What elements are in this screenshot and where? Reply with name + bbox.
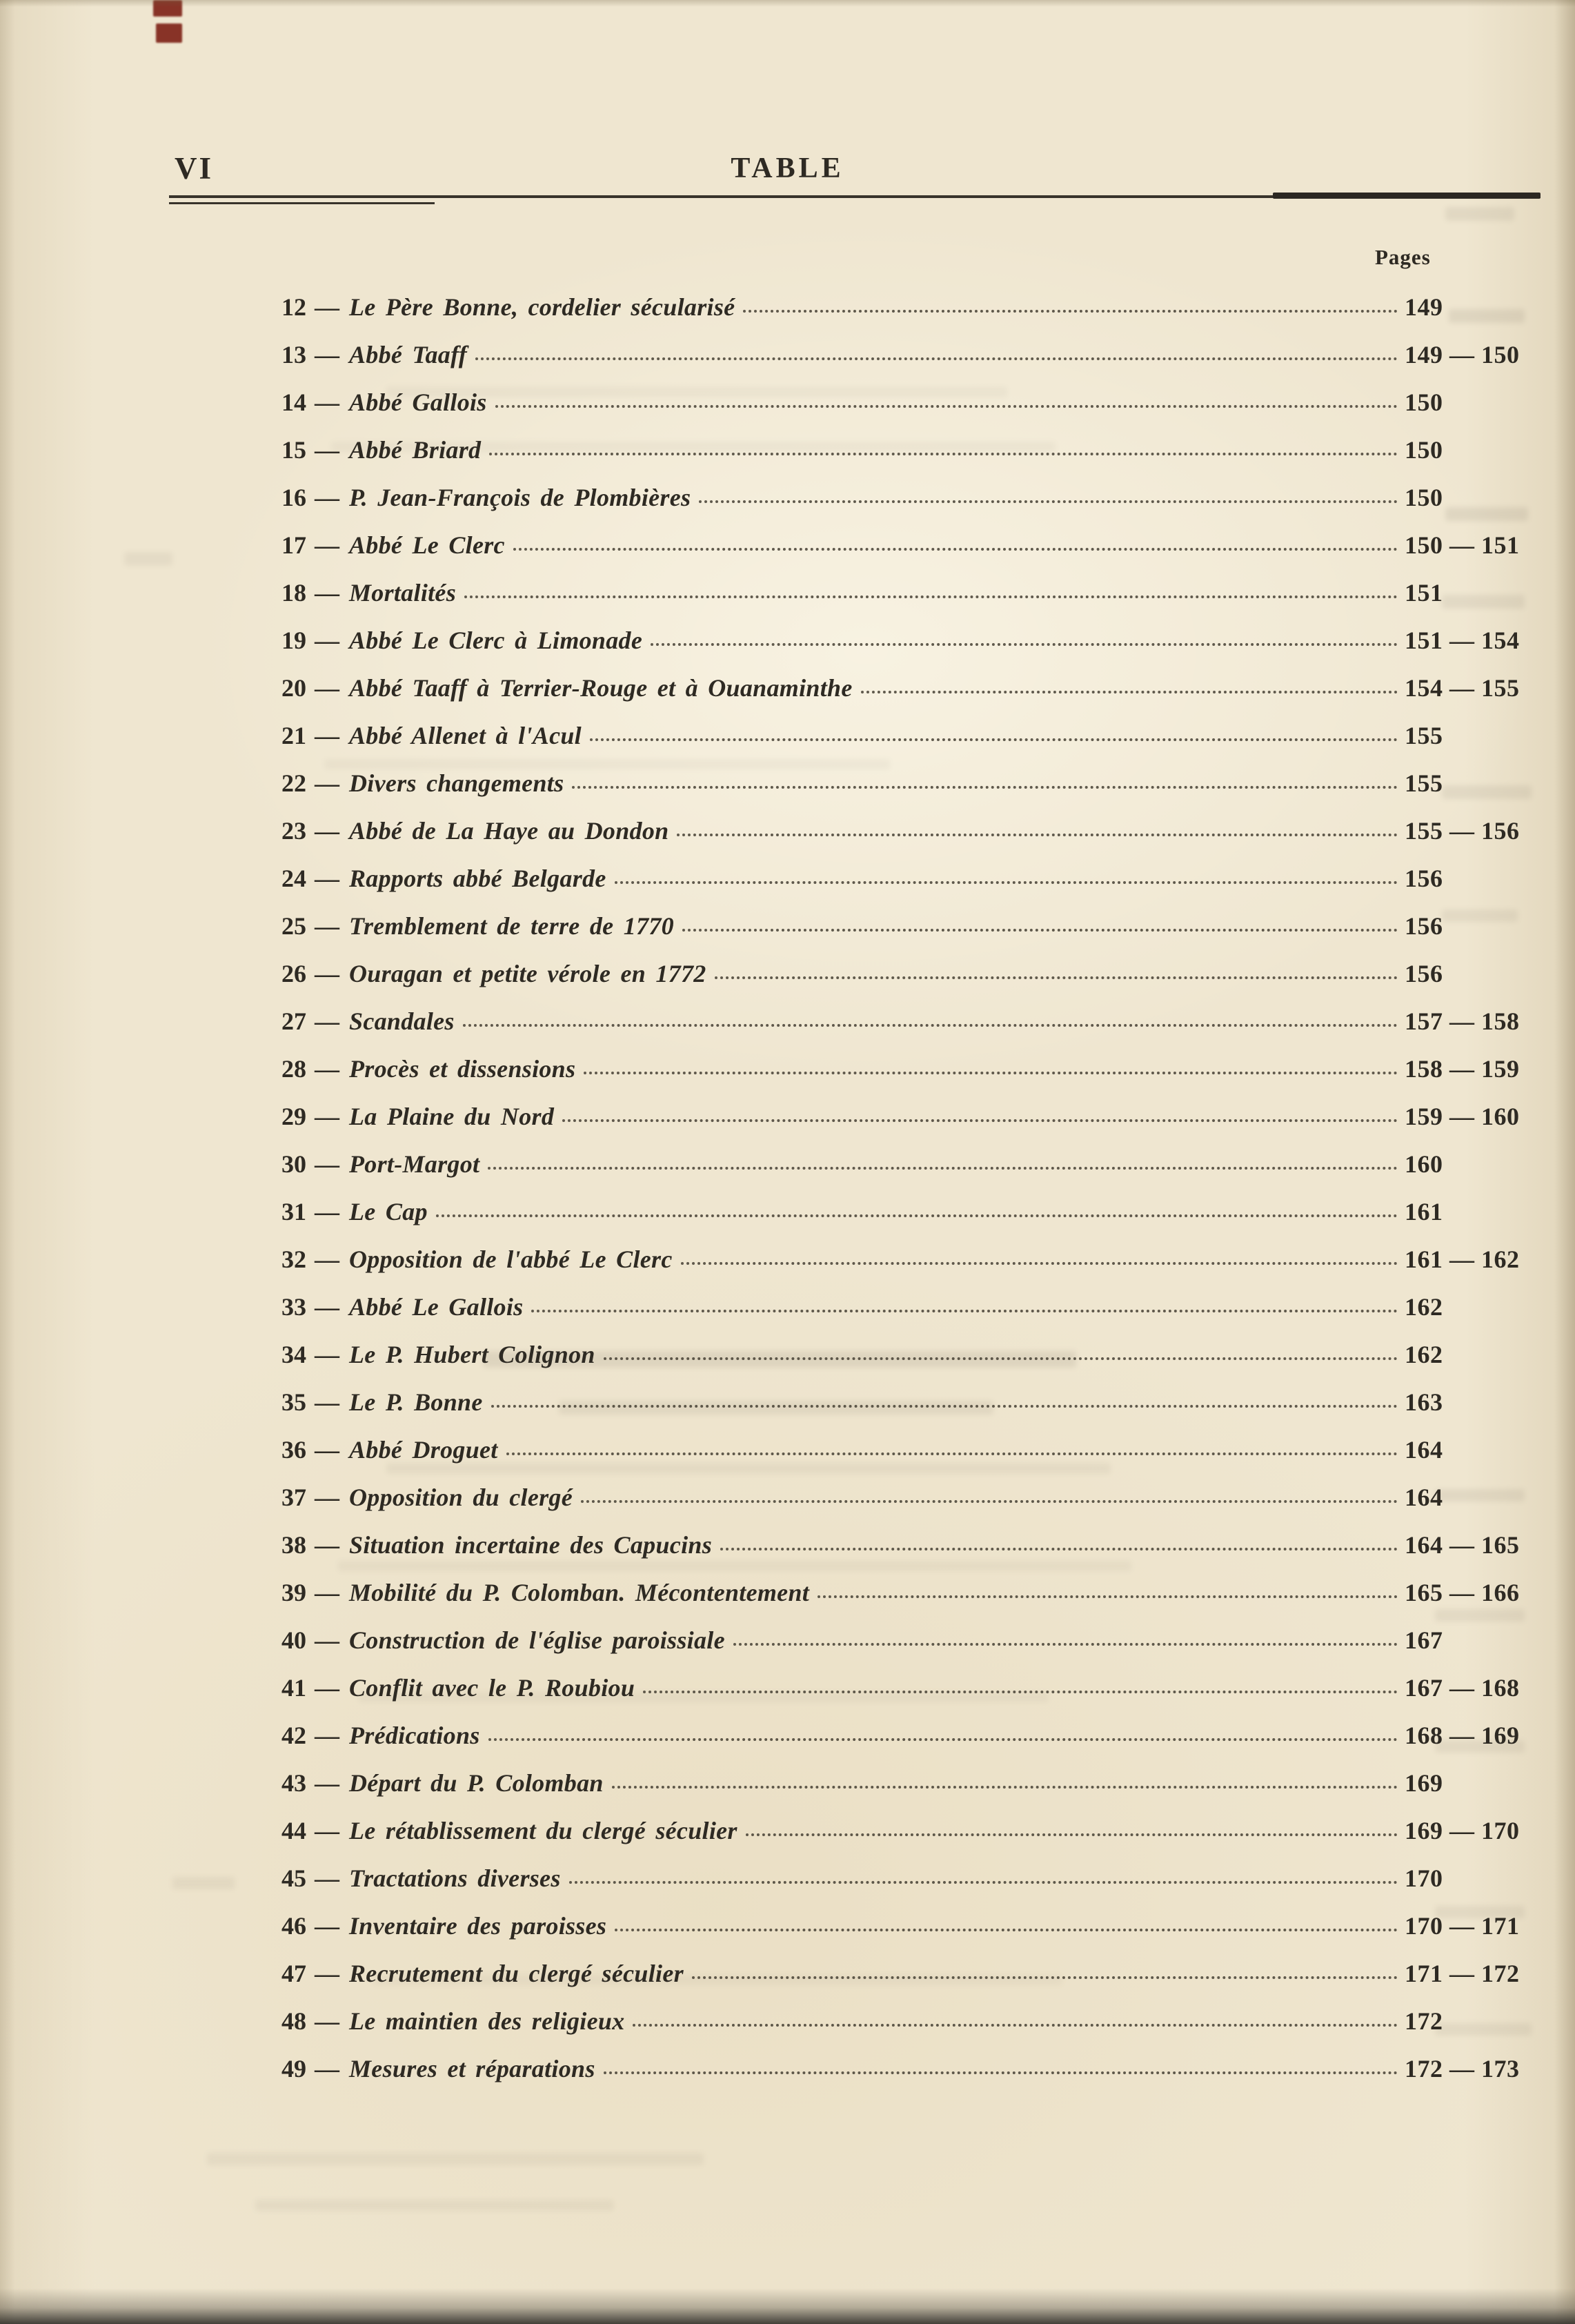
header-rule-double [169,202,435,204]
entry-title: Mobilité du P. Colomban. Mécontentement [349,1579,810,1606]
toc-row [264,816,1541,864]
entry-title: Le Cap [349,1198,428,1225]
entry-leader [489,453,1398,455]
toc-row [264,1530,1541,1578]
entry-leader [681,1262,1398,1265]
entry-title: Conflit avec le P. Roubiou [349,1674,635,1702]
entry-pages: 164 [1405,1484,1443,1511]
entry-number: 25 [281,912,306,940]
entry-separator: — [315,1769,339,1797]
entry-pages: 167 — 168 [1405,1674,1520,1702]
entry-number: 22 [281,769,306,797]
entry-number: 30 [281,1150,306,1178]
entry-number: 39 [281,1579,306,1606]
toc-row [264,864,1541,912]
entry-leader [743,310,1398,313]
entry-leader [651,643,1398,646]
entry-leader [491,1405,1398,1408]
entry-separator: — [315,579,339,607]
entry-pages: 159 — 160 [1405,1103,1520,1130]
entry-number: 32 [281,1245,306,1273]
entry-separator: — [315,1388,339,1416]
entry-pages: 169 — 170 [1405,1817,1520,1844]
entry-separator: — [315,1103,339,1130]
entry-title: Tractations diverses [349,1864,561,1892]
entry-number: 40 [281,1626,306,1654]
toc-row [264,626,1541,673]
entry-leader [633,2024,1398,2027]
toc-row [264,721,1541,769]
entry-number: 24 [281,865,306,892]
entry-number: 36 [281,1436,306,1464]
entry-leader [436,1214,1398,1217]
entry-title: Mortalités [349,579,457,607]
header-rule-heavy [1273,193,1541,199]
toc-row [264,769,1541,816]
entry-separator: — [315,627,339,654]
entry-number: 31 [281,1198,306,1225]
entry-leader [604,2071,1398,2074]
entry-number: 14 [281,388,306,416]
entry-separator: — [315,1531,339,1559]
entry-leader [569,1881,1398,1884]
entry-leader [464,595,1398,598]
toc-row [264,1721,1541,1769]
entry-pages: 164 [1405,1436,1443,1464]
entry-pages: 172 [1405,2007,1443,2035]
entry-number: 35 [281,1388,306,1416]
entry-pages: 163 [1405,1388,1443,1416]
toc-row [264,1911,1541,1959]
entry-pages: 150 [1405,436,1443,464]
entry-leader [531,1310,1398,1312]
entry-separator: — [315,1150,339,1178]
entry-leader [475,357,1398,360]
scan-edge-bottom [0,2288,1575,2324]
entry-number: 16 [281,484,306,511]
entry-separator: — [315,1007,339,1035]
entry-separator: — [315,531,339,559]
entry-separator: — [315,2055,339,2082]
entry-number: 26 [281,960,306,987]
entry-title: Abbé Taaff [349,341,468,368]
entry-pages: 171 — 172 [1405,1960,1520,1987]
entry-pages: 154 — 155 [1405,674,1520,702]
toc-row [264,1769,1541,1816]
entry-leader [677,834,1398,836]
entry-title: Divers changements [349,769,564,797]
entry-pages: 150 [1405,484,1443,511]
entry-leader [495,405,1398,408]
entry-pages: 169 [1405,1769,1443,1797]
entry-separator: — [315,1960,339,1987]
toc-row [264,435,1541,483]
entry-separator: — [315,1198,339,1225]
toc-row [264,2007,1541,2054]
entry-leader [463,1024,1398,1027]
entry-leader [733,1643,1398,1646]
entry-leader [572,786,1398,789]
entry-title: Abbé Briard [349,436,482,464]
entry-leader [584,1072,1398,1074]
entry-number: 48 [281,2007,306,2035]
entry-title: Tremblement de terre de 1770 [349,912,674,940]
entry-leader [590,738,1398,741]
entry-pages: 149 [1405,293,1443,321]
entry-separator: — [315,341,339,368]
entry-pages: 164 — 165 [1405,1531,1520,1559]
entry-leader [604,1357,1398,1360]
entry-pages: 170 [1405,1864,1443,1892]
entry-title: Situation incertaine des Capucins [349,1531,712,1559]
entry-title: Le rétablissement du clergé séculier [349,1817,737,1844]
entry-separator: — [315,1722,339,1749]
pages-column-label: Pages [1375,245,1431,269]
entry-pages: 155 — 156 [1405,817,1520,845]
entry-title: Prédications [349,1722,480,1749]
entry-leader [581,1500,1398,1503]
entry-pages: 150 [1405,388,1443,416]
toc-row [264,2054,1541,2102]
toc-row [264,1292,1541,1340]
scan-ink-mark [156,23,182,43]
entry-number: 45 [281,1864,306,1892]
entry-leader [488,1167,1398,1170]
entry-pages: 158 — 159 [1405,1055,1520,1083]
entry-title: Ouragan et petite vérole en 1772 [349,960,706,987]
entry-title: Départ du P. Colomban [349,1769,604,1797]
toc-row [264,1007,1541,1054]
entry-title: P. Jean-François de Plombières [349,484,691,511]
entry-leader [643,1691,1398,1693]
entry-leader [682,929,1398,932]
entry-pages: 150 — 151 [1405,531,1520,559]
entry-pages: 151 — 154 [1405,627,1520,654]
entry-number: 37 [281,1484,306,1511]
entry-title: Construction de l'église paroissiale [349,1626,725,1654]
toc-row [264,1150,1541,1197]
entry-title: Abbé Gallois [349,388,487,416]
entry-number: 29 [281,1103,306,1130]
entry-separator: — [315,388,339,416]
scan-edge-top [0,0,1575,7]
toc-row [264,578,1541,626]
toc-row [264,1388,1541,1435]
entry-leader [488,1738,1398,1741]
entry-leader [615,1929,1398,1931]
entry-title: Port-Margot [349,1150,480,1178]
entry-separator: — [315,1864,339,1892]
entry-separator: — [315,2007,339,2035]
entry-separator: — [315,865,339,892]
entry-separator: — [315,436,339,464]
entry-separator: — [315,1626,339,1654]
running-head-title: TABLE [731,152,844,184]
entry-number: 34 [281,1341,306,1368]
toc-row [264,1959,1541,2007]
entry-separator: — [315,817,339,845]
toc-row [264,912,1541,959]
entry-number: 21 [281,722,306,749]
entry-number: 17 [281,531,306,559]
entry-number: 44 [281,1817,306,1844]
entry-separator: — [315,960,339,987]
entry-pages: 162 [1405,1341,1443,1368]
entry-title: Le maintien des religieux [349,2007,625,2035]
entry-title: Abbé de La Haye au Dondon [349,817,669,845]
entry-pages: 157 — 158 [1405,1007,1520,1035]
entry-pages: 165 — 166 [1405,1579,1520,1606]
toc-row [264,1054,1541,1102]
entry-title: Opposition du clergé [349,1484,573,1511]
entry-title: Abbé Allenet à l'Acul [349,722,582,749]
scan-edge-left [0,0,15,2324]
entry-pages: 151 [1405,579,1443,607]
entry-number: 38 [281,1531,306,1559]
toc-row [264,1102,1541,1150]
toc-row [264,673,1541,721]
entry-title: Abbé Taaff à Terrier-Rouge et à Ouanaminthe [349,674,853,702]
entry-pages: 155 [1405,722,1443,749]
entry-pages: 170 — 171 [1405,1912,1520,1940]
toc-row [264,1435,1541,1483]
entry-leader [699,500,1398,503]
entry-pages: 167 [1405,1626,1443,1654]
entry-separator: — [315,293,339,321]
entry-number: 46 [281,1912,306,1940]
entry-number: 12 [281,293,306,321]
entry-number: 23 [281,817,306,845]
toc-row [264,959,1541,1007]
toc-row [264,1626,1541,1673]
entry-pages: 162 [1405,1293,1443,1321]
toc-row [264,1340,1541,1388]
entry-title: Abbé Le Clerc à Limonade [349,627,643,654]
entry-number: 13 [281,341,306,368]
entry-leader [818,1595,1398,1598]
entry-number: 42 [281,1722,306,1749]
entry-title: Procès et dissensions [349,1055,576,1083]
toc-row [264,1816,1541,1864]
entry-separator: — [315,722,339,749]
entry-pages: 161 [1405,1198,1443,1225]
entry-leader [746,1833,1398,1836]
toc-row [264,1483,1541,1530]
entry-separator: — [315,769,339,797]
entry-leader [720,1548,1398,1550]
toc-row [264,1673,1541,1721]
entry-separator: — [315,1817,339,1844]
entry-pages: 156 [1405,865,1443,892]
toc-row [264,293,1541,340]
entry-number: 15 [281,436,306,464]
toc-row [264,388,1541,435]
toc-list [264,293,1541,2102]
entry-separator: — [315,1245,339,1273]
entry-title: Recrutement du clergé séculier [349,1960,684,1987]
toc-row [264,531,1541,578]
entry-pages: 149 — 150 [1405,341,1520,368]
entry-number: 28 [281,1055,306,1083]
entry-title: Inventaire des paroisses [349,1912,607,1940]
entry-number: 49 [281,2055,306,2082]
entry-number: 20 [281,674,306,702]
entry-pages: 172 — 173 [1405,2055,1520,2082]
entry-separator: — [315,484,339,511]
entry-leader [692,1976,1398,1979]
entry-title: Rapports abbé Belgarde [349,865,606,892]
entry-separator: — [315,912,339,940]
entry-number: 19 [281,627,306,654]
entry-separator: — [315,674,339,702]
entry-number: 43 [281,1769,306,1797]
entry-title: La Plaine du Nord [349,1103,555,1130]
entry-title: Scandales [349,1007,455,1035]
scan-edge-right [1554,0,1575,2324]
toc-row [264,1578,1541,1626]
entry-title: Mesures et réparations [349,2055,595,2082]
entry-title: Abbé Le Gallois [349,1293,524,1321]
entry-number: 27 [281,1007,306,1035]
entry-title: Opposition de l'abbé Le Clerc [349,1245,673,1273]
entry-pages: 156 [1405,960,1443,987]
entry-separator: — [315,1055,339,1083]
entry-leader [562,1119,1398,1122]
entry-leader [615,881,1398,884]
toc-row [264,483,1541,531]
entry-pages: 161 — 162 [1405,1245,1520,1273]
toc-row [264,340,1541,388]
entry-number: 33 [281,1293,306,1321]
entry-title: Le Père Bonne, cordelier sécularisé [349,293,735,321]
entry-leader [513,548,1398,551]
entry-title: Abbé Le Clerc [349,531,505,559]
entry-separator: — [315,1912,339,1940]
entry-separator: — [315,1341,339,1368]
entry-separator: — [315,1674,339,1702]
entry-leader [715,976,1398,979]
entry-pages: 168 — 169 [1405,1722,1520,1749]
entry-leader [861,691,1398,693]
entry-number: 41 [281,1674,306,1702]
page-folio: VI [175,151,214,186]
toc-row [264,1864,1541,1911]
entry-leader [612,1786,1398,1789]
entry-separator: — [315,1293,339,1321]
entry-title: Le P. Bonne [349,1388,483,1416]
toc-row [264,1197,1541,1245]
entry-title: Le P. Hubert Colignon [349,1341,595,1368]
entry-leader [506,1452,1398,1455]
entry-separator: — [315,1579,339,1606]
entry-separator: — [315,1436,339,1464]
entry-pages: 155 [1405,769,1443,797]
entry-title: Abbé Droguet [349,1436,498,1464]
entry-separator: — [315,1484,339,1511]
toc-row [264,1245,1541,1292]
entry-pages: 156 [1405,912,1443,940]
entry-number: 47 [281,1960,306,1987]
entry-pages: 160 [1405,1150,1443,1178]
entry-number: 18 [281,579,306,607]
